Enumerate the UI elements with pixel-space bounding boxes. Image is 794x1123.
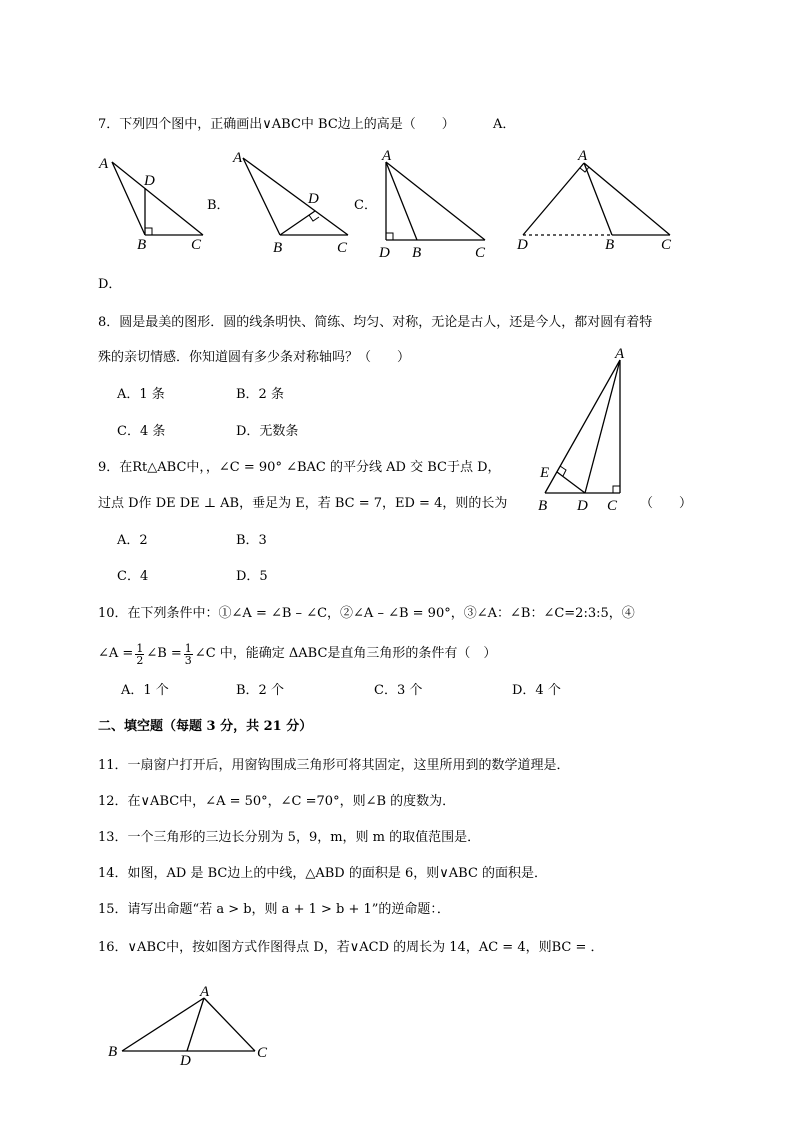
- q16: 16．∨ABC中，按如图方式作图得点 D，若∨ACD 的周长为 14，AC = 4，则BC = ．: [98, 940, 604, 955]
- q7-option-b-label: B．: [207, 198, 230, 213]
- q9-figure: [535, 343, 635, 515]
- q7a-label-c: C: [191, 237, 202, 253]
- q9-option-d: D．5: [236, 569, 268, 584]
- q7d-label-a: A: [578, 148, 588, 164]
- q10-line1: 10．在下列条件中：①∠A = ∠B – ∠C，②∠A – ∠B = 90°，③∠A：∠B：∠C=2:3:5，④: [98, 606, 635, 621]
- q7d-label-b: B: [605, 237, 615, 253]
- q8-option-c: C．4 条: [117, 424, 166, 439]
- q8-line2: 殊的亲切情感．你知道圆有多少条对称轴吗？（ ）: [98, 350, 411, 365]
- q8-option-d: D．无数条: [236, 424, 299, 439]
- q10-frac2-den: 3: [184, 653, 192, 667]
- q10-line2: [98, 642, 496, 666]
- q7-figure-c: [376, 146, 496, 264]
- q7b-label-c: C: [337, 240, 348, 256]
- q10-frac1-den: 2: [136, 653, 144, 667]
- q10-option-a: A．1 个: [121, 683, 169, 698]
- q7a-label-b: B: [137, 237, 147, 253]
- q14: 14．如图，AD 是 BC边上的中线，△ABD 的面积是 6，则∨ABC 的面积是．: [98, 866, 548, 881]
- q7-option-c-label: C．: [354, 198, 377, 213]
- q16-label-b: B: [108, 1044, 118, 1060]
- q9-paren: （ ）: [640, 496, 693, 511]
- q9-label-d: D: [577, 498, 588, 514]
- q13: 13．一个三角形的三边长分别为 5，9，m，则 m 的取值范围是．: [98, 830, 481, 845]
- q7-option-a-label: A．: [493, 117, 516, 132]
- q7-stem: 7．下列四个图中，正确画出∨ABC中 BC边上的高是（ ）: [98, 117, 455, 132]
- q12: 12．在∨ABC中，∠A = 50°，∠C =70°，则∠B 的度数为．: [98, 794, 456, 809]
- q8-option-b: B．2 条: [236, 387, 284, 402]
- q10-expr-post: ∠C 中，能确定 ΔABC是直角三角形的条件有（ ）: [194, 646, 497, 661]
- q10-option-b: B．2 个: [236, 683, 284, 698]
- q7-figure-a: [95, 150, 215, 255]
- q10-option-d: D．4 个: [512, 683, 561, 698]
- section-2-heading: 二、填空题（每题 3 分，共 21 分）: [98, 719, 313, 734]
- q9-option-b: B．3: [236, 533, 267, 548]
- q10-frac1-num: 1: [136, 641, 144, 655]
- q7-option-d-label: D．: [98, 277, 122, 292]
- q7b-label-d: D: [308, 191, 319, 207]
- q9-line1: 9．在Rt△ABC中，，∠C = 90° ∠BAC 的平分线 AD 交 BC于点 D，: [98, 460, 501, 475]
- q9-option-a: A．2: [117, 533, 148, 548]
- q8-line1: 8．圆是最美的图形．圆的线条明快、简练、均匀、对称，无论是古人，还是今人，都对圆有着特: [98, 315, 653, 330]
- q9-label-c: C: [607, 498, 618, 514]
- q9-label-e: E: [540, 465, 550, 481]
- q7c-label-d: D: [379, 245, 390, 261]
- q16-label-c: C: [257, 1045, 268, 1061]
- q7d-label-d: D: [517, 237, 528, 253]
- q7-figure-b: [230, 148, 355, 260]
- q7a-label-d: D: [144, 173, 155, 189]
- q9-line2: 过点 D作 DE DE ⊥ AB，垂足为 E，若 BC = 7，ED = 4，则的长为: [98, 496, 508, 511]
- q9-label-b: B: [538, 498, 548, 514]
- q10-option-c: C．3 个: [374, 683, 423, 698]
- q9-label-a: A: [615, 346, 625, 362]
- q7b-label-a: A: [233, 150, 243, 166]
- q7d-label-c: C: [661, 237, 672, 253]
- q10-expr-pre: ∠A =: [98, 646, 134, 661]
- q10-fraction-2: [184, 643, 193, 666]
- q9-option-c: C．4: [117, 569, 149, 584]
- q16-figure: [105, 983, 280, 1068]
- q7-figure-d: [515, 148, 680, 253]
- q10-expr-mid: ∠B =: [146, 646, 182, 661]
- q7c-label-c: C: [475, 245, 486, 261]
- q7b-label-b: B: [273, 240, 283, 256]
- q11: 11．一扇窗户打开后，用窗钩围成三角形可将其固定，这里所用到的数学道理是．: [98, 758, 570, 773]
- q16-label-a: A: [200, 984, 210, 1000]
- q10-frac2-num: 1: [184, 641, 192, 655]
- q8-option-a: A．1 条: [117, 387, 165, 402]
- q7c-label-b: B: [412, 245, 422, 261]
- q16-label-d: D: [180, 1053, 191, 1069]
- q7c-label-a: A: [382, 148, 392, 164]
- q10-fraction-1: [135, 643, 144, 666]
- q7a-label-a: A: [99, 156, 109, 172]
- q15: 15．请写出命题“若 a > b，则 a + 1 > b + 1”的逆命题：．: [98, 902, 450, 917]
